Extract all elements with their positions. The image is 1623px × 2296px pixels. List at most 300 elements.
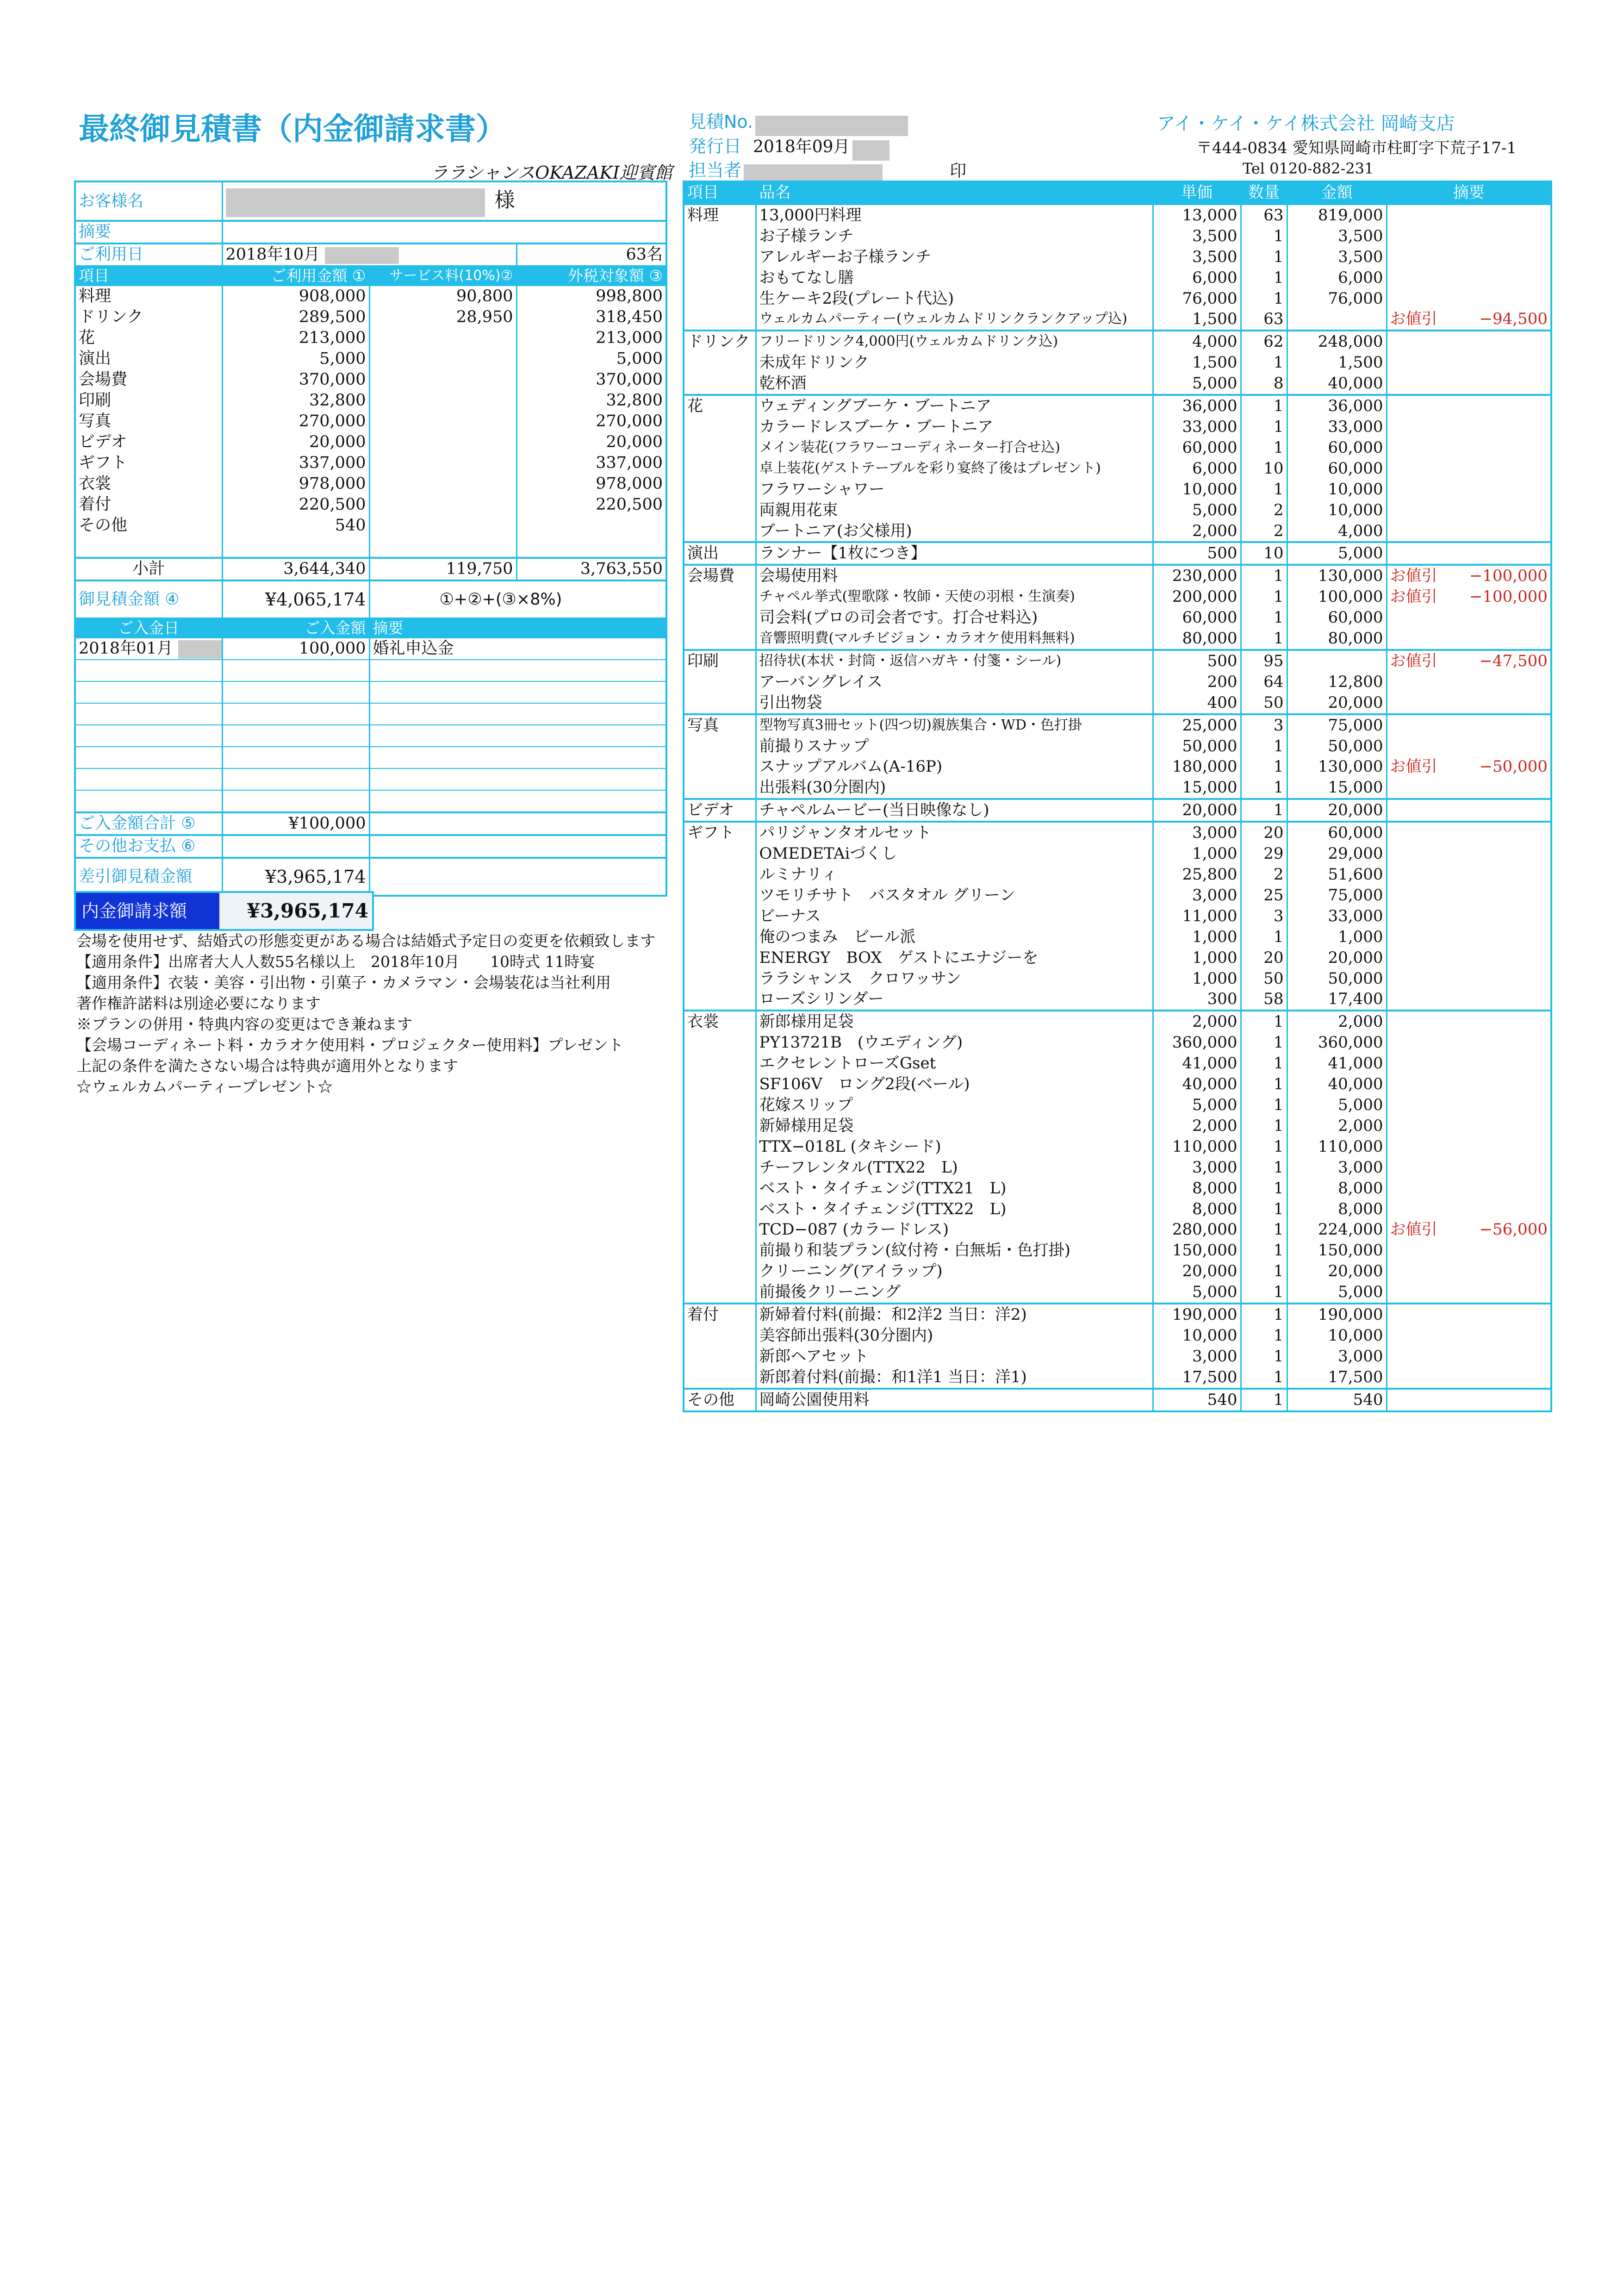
detail-item-memo (1387, 204, 1551, 226)
detail-item-amount: 20,000 (1287, 693, 1387, 714)
detail-item-name: OMEDETAiづくし (756, 843, 1153, 864)
summary-item: 写真 (75, 411, 222, 432)
detail-item-name: 花嫁スリップ (756, 1095, 1153, 1116)
detail-item-amount: 80,000 (1287, 628, 1387, 650)
detail-item-price: 1,000 (1153, 948, 1241, 968)
detail-item-amount: 2,000 (1287, 1011, 1387, 1032)
detail-row (684, 1261, 1551, 1282)
detail-row (684, 693, 1551, 714)
detail-item-qty: 20 (1241, 948, 1287, 968)
detail-item-price: 540 (1153, 1389, 1241, 1411)
detail-item-qty: 1 (1241, 607, 1287, 628)
detail-item-name: ルミナリィ (756, 864, 1153, 885)
detail-item-price: 25,800 (1153, 864, 1241, 885)
detail-row (684, 968, 1551, 989)
summary-service: 28,950 (369, 307, 516, 328)
detail-item-memo (1387, 1367, 1551, 1389)
staff-label: 担当者 (689, 160, 742, 181)
summary-item: 料理 (75, 286, 222, 307)
detail-item-name: 両親用花束 (756, 500, 1153, 521)
detail-item-name: フラワーシャワー (756, 479, 1153, 500)
deposit-header-row (75, 618, 666, 638)
summary-taxable: 998,800 (596, 287, 663, 306)
redacted-customer-name (226, 188, 485, 217)
detail-item-memo (1387, 373, 1551, 395)
detail-item-memo (1387, 736, 1551, 757)
summary-row (75, 474, 666, 494)
detail-item-amount: 15,000 (1287, 777, 1387, 799)
summary-amount: 337,000 (222, 453, 369, 474)
detail-item-qty: 1 (1241, 1304, 1287, 1325)
detail-item-price: 33,000 (1153, 417, 1241, 437)
detail-item-name: カラードレスブーケ・ブートニア (756, 417, 1153, 437)
detail-item-price: 5,000 (1153, 1282, 1241, 1304)
detail-item-name: チャペル挙式(聖歌隊・牧師・天使の羽根・生演奏) (756, 586, 1153, 607)
detail-item-name: 未成年ドリンク (756, 352, 1153, 373)
detail-item-qty: 1 (1241, 1116, 1287, 1136)
detail-category: 花 (684, 395, 756, 542)
detail-col-amount: 金額 (1287, 181, 1387, 204)
use-date-row (75, 243, 666, 265)
detail-item-price: 6,000 (1153, 458, 1241, 479)
detail-item-memo (1387, 1219, 1551, 1240)
summary-item: 会場費 (75, 369, 222, 390)
detail-item-amount: 10,000 (1287, 500, 1387, 521)
detail-item-price: 6,000 (1153, 268, 1241, 288)
summary-service (369, 515, 516, 536)
detail-item-memo (1387, 1095, 1551, 1116)
summary-service (369, 369, 516, 390)
detail-item-qty: 1 (1241, 395, 1287, 417)
detail-col-item: 項目 (684, 181, 756, 204)
detail-item-price: 110,000 (1153, 1136, 1241, 1157)
detail-item-memo (1387, 247, 1551, 268)
detail-row (684, 1032, 1551, 1053)
detail-item-amount: 51,600 (1287, 864, 1387, 885)
detail-item-price: 400 (1153, 693, 1241, 714)
detail-row (684, 650, 1551, 672)
detail-item-memo (1387, 756, 1551, 777)
detail-item-qty: 1 (1241, 565, 1287, 586)
detail-item-memo (1387, 822, 1551, 843)
seal-mark: 印 (950, 162, 967, 181)
detail-item-name: 型物写真3冊セット(四つ切)親族集合・WD・色打掛 (756, 714, 1153, 736)
detail-item-name: エクセレントローズGset (756, 1053, 1153, 1074)
detail-item-qty: 1 (1241, 1178, 1287, 1199)
detail-item-name: 出張料(30分圏内) (756, 777, 1153, 799)
detail-row (684, 1304, 1551, 1325)
detail-row (684, 864, 1551, 885)
detail-item-name: 卓上装花(ゲストテーブルを彩り宴終了後はプレゼント) (756, 458, 1153, 479)
detail-row (684, 437, 1551, 458)
summary-row (75, 390, 666, 411)
detail-row (684, 226, 1551, 247)
detail-item-qty: 50 (1241, 968, 1287, 989)
summary-service (369, 349, 516, 369)
detail-item-name: パリジャンタオルセット (756, 822, 1153, 843)
detail-item-memo (1387, 607, 1551, 628)
detail-item-amount: 60,000 (1287, 607, 1387, 628)
note-line: 上記の条件を満たさない場合は特典が適用外となります (76, 1057, 458, 1075)
detail-item-qty: 1 (1241, 417, 1287, 437)
detail-item-memo (1387, 672, 1551, 693)
note-line: ※プランの併用・特典内容の変更はでき兼ねます (76, 1015, 412, 1033)
summary-amount: 32,800 (222, 390, 369, 411)
detail-item-price: 80,000 (1153, 628, 1241, 650)
detail-item-memo (1387, 352, 1551, 373)
detail-item-amount: 40,000 (1287, 373, 1387, 395)
deposit-total-label: ご入金額合計 ⑤ (75, 812, 222, 835)
detail-item-amount: 20,000 (1287, 948, 1387, 968)
detail-item-qty: 1 (1241, 1389, 1287, 1411)
detail-item-amount: 100,000 (1287, 586, 1387, 607)
detail-item-price: 150,000 (1153, 1240, 1241, 1261)
detail-item-price: 5,000 (1153, 500, 1241, 521)
detail-item-name: 引出物袋 (756, 693, 1153, 714)
detail-item-qty: 1 (1241, 1346, 1287, 1367)
deposit-total-row (75, 812, 666, 835)
detail-item-amount: 60,000 (1287, 822, 1387, 843)
discount-amount: −56,000 (1479, 1220, 1548, 1239)
detail-category: ギフト (684, 822, 756, 1011)
detail-item-name: ランナー【1枚につき】 (756, 542, 1153, 565)
detail-row (684, 989, 1551, 1011)
detail-item-amount: 60,000 (1287, 437, 1387, 458)
detail-item-name: 招待状(本状・封筒・返信ハガキ・付箋・シール) (756, 650, 1153, 672)
col-amount: ご利用金額 ① (222, 265, 369, 286)
detail-item-name: TCD−087 (カラードレス) (756, 1219, 1153, 1240)
detail-item-amount: 1,000 (1287, 927, 1387, 948)
detail-item-memo (1387, 714, 1551, 736)
detail-item-name: SF106V ロング2段(ベール) (756, 1074, 1153, 1095)
summary-taxable: 20,000 (606, 433, 663, 451)
summary-amount: 370,000 (222, 369, 369, 390)
detail-item-amount: 6,000 (1287, 268, 1387, 288)
summary-taxable: 318,450 (596, 308, 663, 326)
detail-item-qty: 2 (1241, 864, 1287, 885)
detail-item-price: 280,000 (1153, 1219, 1241, 1240)
detail-row (684, 714, 1551, 736)
detail-row (684, 542, 1551, 565)
detail-row (684, 1282, 1551, 1304)
detail-item-amount: 60,000 (1287, 458, 1387, 479)
detail-item-amount: 130,000 (1287, 565, 1387, 586)
detail-item-qty: 1 (1241, 1219, 1287, 1240)
detail-row (684, 479, 1551, 500)
detail-item-amount: 75,000 (1287, 885, 1387, 906)
detail-item-name: 新郎着付料(前撮：和1洋1 当日：洋1) (756, 1367, 1153, 1389)
detail-row (684, 373, 1551, 395)
detail-item-qty: 1 (1241, 1074, 1287, 1095)
detail-row (684, 1157, 1551, 1178)
detail-item-amount: 3,500 (1287, 226, 1387, 247)
detail-category: ビデオ (684, 799, 756, 822)
detail-item-memo (1387, 968, 1551, 989)
detail-item-name: 前撮りスナップ (756, 736, 1153, 757)
detail-item-name: 新婦様用足袋 (756, 1116, 1153, 1136)
detail-item-memo (1387, 1240, 1551, 1261)
detail-item-price: 3,000 (1153, 885, 1241, 906)
detail-item-memo (1387, 989, 1551, 1011)
detail-item-name: お子様ランチ (756, 226, 1153, 247)
detail-row (684, 331, 1551, 352)
detail-item-memo (1387, 885, 1551, 906)
summary-row (75, 411, 666, 432)
detail-item-name: 音響照明費(マルチビジョン・カラオケ使用料無料) (756, 628, 1153, 650)
detail-row (684, 756, 1551, 777)
detail-item-memo (1387, 1346, 1551, 1367)
detail-item-amount: 819,000 (1287, 204, 1387, 226)
detail-item-name: 前撮後クリーニング (756, 1282, 1153, 1304)
detail-row (684, 927, 1551, 948)
summary-amount: 908,000 (222, 286, 369, 307)
detail-col-price: 単価 (1153, 181, 1241, 204)
detail-item-memo (1387, 799, 1551, 822)
detail-item-price: 180,000 (1153, 756, 1241, 777)
note-line: 著作権許諾料は別途必要になります (76, 994, 321, 1012)
detail-item-name: ベスト・タイチェンジ(TTX21 L) (756, 1178, 1153, 1199)
detail-item-price: 3,500 (1153, 247, 1241, 268)
deposit-blank-row (75, 660, 666, 681)
detail-item-name: スナップアルバム(A-16P) (756, 756, 1153, 777)
issue-date-label: 発行日 (689, 136, 742, 156)
detail-item-name: 生ケーキ2段(プレート代込) (756, 288, 1153, 309)
detail-item-name: ウェルカムパーティー(ウェルカムドリンクランクアップ込) (756, 309, 1153, 331)
detail-row (684, 586, 1551, 607)
detail-item-amount: 4,000 (1287, 521, 1387, 543)
detail-item-memo (1387, 1053, 1551, 1074)
detail-item-memo (1387, 1282, 1551, 1304)
detail-item-amount (1287, 650, 1387, 672)
detail-item-amount: 2,000 (1287, 1116, 1387, 1136)
detail-row (684, 799, 1551, 822)
detail-row (684, 1116, 1551, 1136)
summary-row (75, 515, 666, 536)
detail-item-qty: 1 (1241, 756, 1287, 777)
detail-item-price: 500 (1153, 650, 1241, 672)
customer-suffix: 様 (494, 188, 515, 212)
detail-row (684, 1053, 1551, 1074)
balance-label: 差引御見積金額 (75, 858, 222, 896)
detail-item-price: 25,000 (1153, 714, 1241, 736)
detail-col-name: 品名 (756, 181, 1153, 204)
detail-item-price: 5,000 (1153, 1095, 1241, 1116)
detail-row (684, 672, 1551, 693)
summary-service (369, 328, 516, 349)
deposit-blank-row (75, 790, 666, 812)
detail-item-price: 1,000 (1153, 843, 1241, 864)
detail-item-memo (1387, 864, 1551, 885)
summary-service (369, 390, 516, 411)
detail-item-qty: 1 (1241, 927, 1287, 948)
detail-item-amount: 8,000 (1287, 1199, 1387, 1220)
discount-amount: −47,500 (1479, 651, 1548, 670)
summary-item: ビデオ (75, 432, 222, 453)
summary-amount: 270,000 (222, 411, 369, 432)
detail-header-row (684, 181, 1551, 204)
detail-item-name: チーフレンタル(TTX22 L) (756, 1157, 1153, 1178)
detail-item-qty: 1 (1241, 1261, 1287, 1282)
detail-item-qty: 1 (1241, 628, 1287, 650)
detail-item-price: 3,000 (1153, 822, 1241, 843)
detail-item-qty: 1 (1241, 352, 1287, 373)
detail-item-memo (1387, 693, 1551, 714)
detail-row (684, 500, 1551, 521)
summary-item: 着付 (75, 494, 222, 515)
detail-item-memo (1387, 309, 1551, 331)
detail-item-qty: 1 (1241, 1325, 1287, 1346)
detail-item-memo (1387, 1116, 1551, 1136)
detail-item-name: 岡崎公園使用料 (756, 1389, 1153, 1411)
detail-row (684, 948, 1551, 968)
detail-row (684, 521, 1551, 543)
summary-amount: 20,000 (222, 432, 369, 453)
summary-amount: 220,500 (222, 494, 369, 515)
detail-item-price: 8,000 (1153, 1178, 1241, 1199)
detail-item-qty: 29 (1241, 843, 1287, 864)
detail-category: 衣裳 (684, 1011, 756, 1304)
detail-item-name: チャペルムービー(当日映像なし) (756, 799, 1153, 822)
detail-item-memo (1387, 1389, 1551, 1411)
detail-item-price: 13,000 (1153, 204, 1241, 226)
detail-col-memo: 摘要 (1387, 181, 1551, 204)
detail-item-memo (1387, 1199, 1551, 1220)
summary-taxable: 5,000 (616, 349, 663, 368)
memo-row (75, 221, 666, 243)
detail-item-amount: 248,000 (1287, 331, 1387, 352)
summary-service (369, 453, 516, 474)
detail-item-name: おもてなし膳 (756, 268, 1153, 288)
detail-item-price: 11,000 (1153, 906, 1241, 927)
deposit-total-value: ¥100,000 (222, 812, 369, 835)
detail-item-memo (1387, 521, 1551, 543)
detail-row (684, 458, 1551, 479)
detail-row (684, 885, 1551, 906)
summary-row (75, 307, 666, 328)
detail-row (684, 843, 1551, 864)
summary-taxable: 213,000 (596, 329, 663, 347)
detail-item-memo (1387, 268, 1551, 288)
summary-header-row (75, 265, 666, 286)
estimate-total-label: 御見積金額 ④ (75, 580, 222, 618)
summary-taxable: 270,000 (596, 412, 663, 430)
detail-item-name: ベスト・タイチェンジ(TTX22 L) (756, 1199, 1153, 1220)
detail-row (684, 1178, 1551, 1199)
use-date-value: 2018年10月 (225, 245, 320, 264)
venue-name: ララシャンスOKAZAKI迎賓館 (430, 162, 672, 183)
detail-item-qty: 3 (1241, 906, 1287, 927)
detail-table (683, 181, 1552, 1412)
detail-row (684, 204, 1551, 226)
detail-item-name: フリードリンク4,000円(ウェルカムドリンク込) (756, 331, 1153, 352)
detail-item-qty: 63 (1241, 309, 1287, 331)
detail-item-price: 20,000 (1153, 1261, 1241, 1282)
detail-item-amount: 540 (1287, 1389, 1387, 1411)
detail-item-price: 1,000 (1153, 927, 1241, 948)
detail-item-qty: 1 (1241, 1011, 1287, 1032)
detail-item-memo (1387, 586, 1551, 607)
summary-row (75, 432, 666, 453)
detail-item-qty: 20 (1241, 822, 1287, 843)
summary-row (75, 328, 666, 349)
detail-item-amount: 1,500 (1287, 352, 1387, 373)
detail-item-name: ブートニア(お父様用) (756, 521, 1153, 543)
detail-row (684, 352, 1551, 373)
detail-item-qty: 1 (1241, 736, 1287, 757)
detail-item-amount: 150,000 (1287, 1240, 1387, 1261)
summary-taxable: 370,000 (596, 370, 663, 389)
detail-item-qty: 1 (1241, 288, 1287, 309)
discount-label: お値引 (1390, 310, 1437, 329)
note-line: 【適用条件】衣装・美容・引出物・引菓子・カメラマン・会場装花は当社利用 (76, 973, 611, 992)
detail-category: 演出 (684, 542, 756, 565)
use-date-label: ご利用日 (75, 243, 222, 265)
detail-item-qty: 1 (1241, 479, 1287, 500)
col-service: サービス料(10%)② (369, 265, 516, 286)
deposit-blank-row (75, 703, 666, 725)
detail-item-amount: 41,000 (1287, 1053, 1387, 1074)
detail-item-qty: 1 (1241, 1053, 1287, 1074)
note-line: 【適用条件】出席者大人人数55名様以上 2018年10月 10時式 11時宴 (76, 953, 595, 971)
detail-item-memo (1387, 331, 1551, 352)
detail-row (684, 906, 1551, 927)
other-payment-label: その他お支払 ⑥ (75, 835, 222, 858)
detail-item-name: アーバングレイス (756, 672, 1153, 693)
detail-item-qty: 95 (1241, 650, 1287, 672)
detail-item-qty: 25 (1241, 885, 1287, 906)
detail-item-price: 3,000 (1153, 1157, 1241, 1178)
summary-amount: 5,000 (222, 349, 369, 369)
summary-amount: 289,500 (222, 307, 369, 328)
detail-item-memo (1387, 226, 1551, 247)
note-line: 【会場コーディネート料・カラオケ使用料・プロジェクター使用料】プレゼント (76, 1036, 624, 1054)
summary-amount: 540 (222, 515, 369, 536)
deposit-blank-row (75, 747, 666, 768)
memo-value (222, 221, 666, 243)
detail-item-price: 10,000 (1153, 479, 1241, 500)
detail-item-price: 20,000 (1153, 799, 1241, 822)
detail-item-price: 50,000 (1153, 736, 1241, 757)
detail-item-qty: 2 (1241, 500, 1287, 521)
detail-item-memo (1387, 565, 1551, 586)
company-tel: Tel 0120-882-231 (1243, 160, 1374, 177)
detail-category: その他 (684, 1389, 756, 1411)
detail-item-amount: 360,000 (1287, 1032, 1387, 1053)
summary-item: 印刷 (75, 390, 222, 411)
detail-item-amount: 190,000 (1287, 1304, 1387, 1325)
summary-item: ドリンク (75, 307, 222, 328)
discount-label: お値引 (1390, 1220, 1437, 1239)
detail-item-amount: 3,000 (1287, 1157, 1387, 1178)
discount-amount: −94,500 (1479, 310, 1548, 329)
subtotal-amount: 3,644,340 (222, 558, 369, 580)
summary-taxable: 32,800 (606, 391, 663, 410)
detail-item-price: 76,000 (1153, 288, 1241, 309)
detail-item-qty: 2 (1241, 521, 1287, 543)
detail-item-name: ツモリチサト バスタオル グリーン (756, 885, 1153, 906)
detail-item-qty: 1 (1241, 777, 1287, 799)
detail-item-memo (1387, 1157, 1551, 1178)
detail-item-memo (1387, 542, 1551, 565)
detail-item-name: クリーニング(アイラップ) (756, 1261, 1153, 1282)
deposit-blank-row (75, 725, 666, 747)
detail-item-amount: 17,400 (1287, 989, 1387, 1011)
detail-item-price: 230,000 (1153, 565, 1241, 586)
summary-item: 演出 (75, 349, 222, 369)
detail-row (684, 565, 1551, 586)
detail-item-memo (1387, 1074, 1551, 1095)
detail-row (684, 1199, 1551, 1220)
